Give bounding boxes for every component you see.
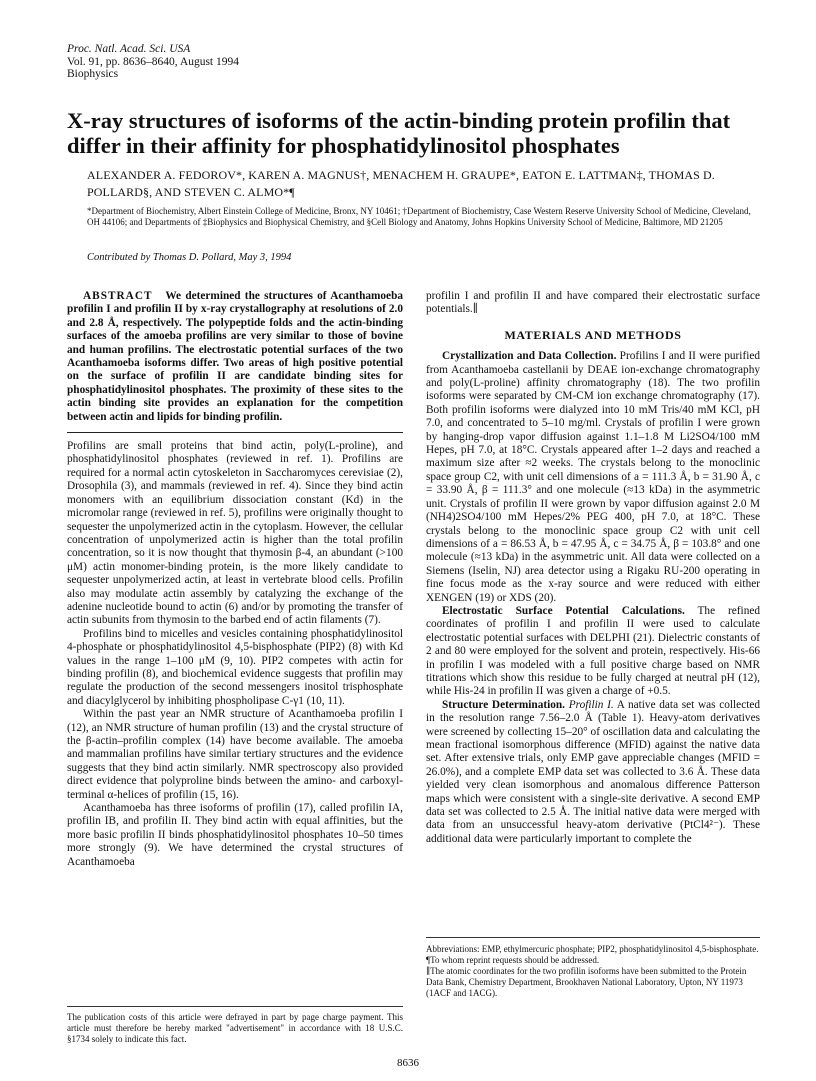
- section-heading: MATERIALS AND METHODS: [504, 327, 682, 342]
- left-column: [67, 290, 403, 869]
- paragraph-text: Profilins I and II were purified from Acanthamoeba castellanii by DEAE ion-exchange chromatography and poly(L-proline) affinity chromatography (18). The two profilin isoforms were separated by CM-CM ion exchange chromatography (17). Both profilin isoforms were dialyzed into 10 mM Tris/40 mM KCl, pH 7.0, and concentrated to 5–10 mg/ml. Crystals of profilin I were grown by hanging-drop vapor diffusion against 1.1–1.8 M Li2SO4/100 mM Hepes, pH 7.0, at 18°C. Crystals appeared after 1–2 days and reached a maximum size after ≈2 weeks. The crystals belong to the monoclinic space group C2, with unit cell dimensions of a = 111.3 Å, b = 31.90 Å, c = 33.90 Å, β = 111.3° and one molecule (≈13 kDa) in the asymmetric unit. Crystals of profilin II were grown by vapor diffusion against 2.0 M (NH4)2SO4/100 mM Hepes/2% PEG 400, pH 7.0, at 18°C. These crystals belong to the monoclinic space group C2 with unit cell dimensions of a = 86.53 Å, b = 47.95 Å, c = 34.75 Å, β = 103.8° and one molecule (≈13 kDa) in the asymmetric unit. All data were collected on a Siemens (Iselin, NJ) area detector using a Rigaku RU-200 operating in fine focus mode as the x-ray source and were reduced with either XENGEN (19) or XDS (20).: [426, 350, 761, 604]
- page-number: 8636: [397, 1057, 419, 1069]
- right-column: [426, 290, 760, 846]
- abstract-label: ABSTRACT: [83, 290, 153, 302]
- author-list: ALEXANDER A. FEDOROV*, KAREN A. MAGNUS†, MENACHEM H. GRAUPE*, EATON E. LATTMAN‡, THOMAS D. POLLARD§, AND STEVEN C. ALMO*¶: [87, 168, 715, 199]
- paragraph-text: A native data set was collected in the resolution range 7.56–2.0 Å (Table 1). Heavy-atom derivatives were screened by collecting 15–20° of oscillation data and calculating the mean fractional isomorphous difference (MFID) against the native data set. After extensive trials, only EMP gave appreciable changes (MFID = 26.0%), and a complete EMP data set was collected to 3.6 Å. These data yielded very clean isomorphous and anomalous difference Patterson maps which were consistent with a single-site derivative. A second EMP data set was collected to 2.5 Å. The initial native data were merged with data from an unsuccessful heavy-atom derivative (PtCl4²⁻). These additional data were particularly important to complete the: [426, 698, 761, 845]
- abstract: [67, 290, 403, 424]
- subsection-label: Electrostatic Surface Potential Calculations.: [442, 604, 685, 617]
- footnote-reprint: ¶To whom reprint requests should be addressed.: [426, 955, 600, 965]
- journal-volume: Vol. 91, pp. 8636–8640, August 1994: [67, 55, 239, 68]
- footnote-coordinates: ∥The atomic coordinates for the two profilin isoforms have been submitted to the Protein Data Bank, Chemistry Department, Brookhaven National Laboratory, Upton, NY 11973 (1ACF and 1ACG).: [426, 966, 747, 998]
- journal-header: [67, 43, 239, 81]
- subsection-label: Structure Determination.: [442, 698, 566, 711]
- methods-paragraph: [426, 699, 760, 846]
- subsection-label: Crystallization and Data Collection.: [442, 350, 617, 363]
- abstract-text: We determined the structures of Acanthamoeba profilin I and profilin II by x-ray crystallography at resolutions of 2.0 and 2.8 Å, respectively. The polypeptide folds and the actin-binding surfaces of the amoeba profilins are very similar to those of bovine and human profilins. The electrostatic potential surfaces of the two Acanthamoeba isoforms differ. Two areas of high positive potential on the surface of profilin II are candidate binding sites for phosphatidylinositol phosphates. The proximity of these sites to the actin binding site provides an explanation for the competition between actin and lipids for binding profilin.: [67, 290, 404, 423]
- affiliations: *Department of Biochemistry, Albert Einstein College of Medicine, Bronx, NY 10461; †Department of Biochemistry, Case Western Reserve University School of Medicine, Cleveland, OH 44106; and Departments of ‡Biophysics and Biophysical Chemistry, and §Cell Biology and Anatomy, Johns Hopkins University School of Medicine, Baltimore, MD 21205: [87, 206, 751, 227]
- journal-name: Proc. Natl. Acad. Sci. USA: [67, 43, 191, 55]
- intro-paragraph: Within the past year an NMR structure of Acanthamoeba profilin I (12), an NMR structure of human profilin (13) and the crystal structure of the β-actin–profilin complex (14) have become available. The amoeba and mammalian profilins have similar tertiary structures and the evidence suggests that they bind actin similarly. NMR spectroscopy also provided direct evidence that polyproline binds between the amino- and carboxyl-terminal α-helices of profilin (15, 16).: [67, 708, 403, 801]
- methods-paragraph: [426, 605, 760, 699]
- abstract-divider: [67, 432, 403, 433]
- paragraph-text: The refined coordinates of profilin I and profilin II were used to calculate electrostatic potential surfaces with DELPHI (21). Dielectric constants of 2 and 80 were employed for the solvent and protein, respectively. His-66 in profilin I was modeled with a full positive charge based on NMR titrations which show this residue to be fully charged at neutral pH (12), while His-24 in profilin II was given a charge of +0.5.: [426, 604, 761, 698]
- footnotes: [426, 937, 760, 999]
- paper-title: X-ray structures of isoforms of the actin-binding protein profilin that differ in their affinity for phosphatidylinositol phosphates: [67, 108, 731, 158]
- publication-cost-footnote: The publication costs of this article were defrayed in part by page charge payment. This article must therefore be hereby marked "advertisement" in accordance with 18 U.S.C. §1734 solely to indicate this fact.: [67, 1006, 403, 1045]
- intro-paragraph: Profilins bind to micelles and vesicles containing phosphatidylinositol 4-phosphate or phosphatidylinositol 4,5-bisphosphate (PIP2) (8) with Kd values in the range 1–100 μM (9, 10). PIP2 competes with actin for binding profilin (8), and biochemical evidence suggests that profilin may regulate the production of the second messengers inositol trisphosphate and diacylglycerol by inhibiting phospholipase C-γ1 (10, 11).: [67, 627, 403, 707]
- contributed-by: Contributed by Thomas D. Pollard, May 3, 1994: [87, 252, 292, 263]
- intro-paragraph: Profilins are small proteins that bind actin, poly(L-proline), and phosphatidylinositol phosphates (reviewed in ref. 1). Profilins are required for a normal actin cytoskeleton in Saccharomyces cerevisiae (2), Drosophila (3), and mammals (reviewed in ref. 4). Since they bind actin monomers with an equilibrium dissociation constant (Kd) in the micromolar range (reviewed in ref. 5), profilins were originally thought to sequester the unpolymerized actin in the cytoplasm. However, the cellular concentration of unpolymerized actin is higher than the total profilin concentration, so it is now thought that thymosin β-4, an abundant (>100 μM) actin monomer-binding protein, is the more likely candidate to sequester unpolymerized actin, at least in vertebrate blood cells. Profilin also may modulate actin assembly by catalyzing the exchange of the adenine nucleotide bound to actin (6) and/or by promoting the transfer of actin subunits from thymosin to the barbed end of actin filaments (7).: [67, 440, 403, 627]
- footnote-abbreviations: Abbreviations: EMP, ethylmercuric phosphate; PIP2, phosphatidylinositol 4,5-bisphosphate.: [426, 944, 759, 954]
- journal-section: Biophysics: [67, 68, 119, 80]
- intro-paragraph: Acanthamoeba has three isoforms of profilin (17), called profilin IA, profilin IB, and profilin II. They bind actin with equal affinities, but the more basic profilin II binds phosphatidylinositol phosphates 10–50 times more strongly (9). We have determined the crystal structures of Acanthamoeba: [67, 802, 403, 868]
- methods-paragraph: [426, 350, 760, 605]
- subsection-sublabel: Profilin I.: [568, 698, 614, 711]
- intro-continued: profilin I and profilin II and have compared their electrostatic surface potentials.∥: [426, 290, 760, 316]
